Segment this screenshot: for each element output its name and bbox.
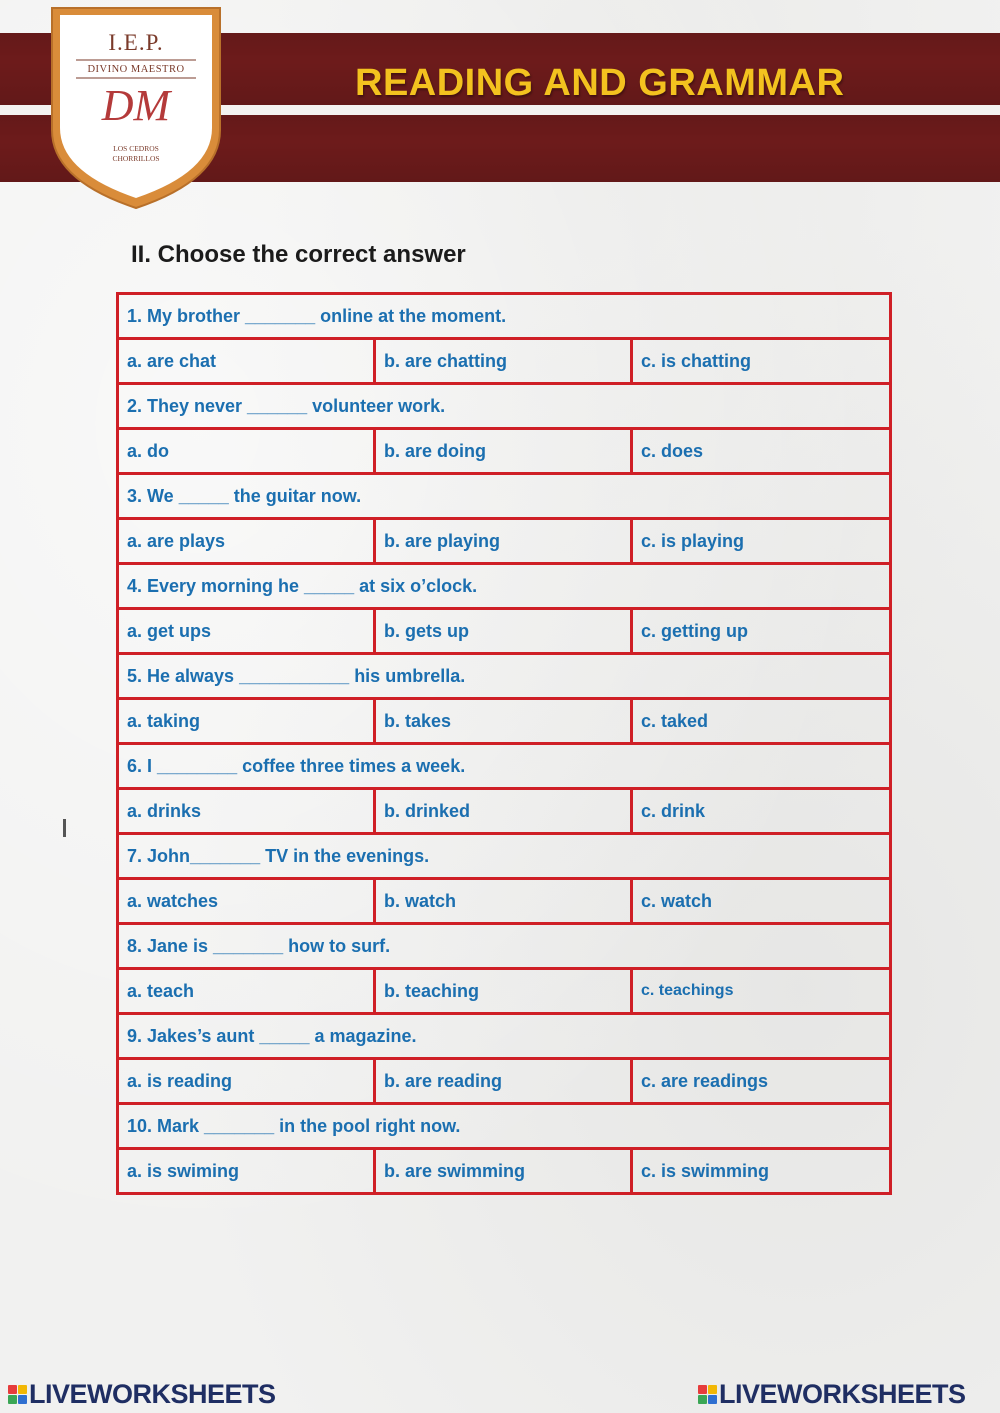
crest-location [48, 144, 224, 164]
question-row [118, 924, 891, 969]
quiz-body [118, 294, 891, 1194]
icon-tile-4 [18, 1395, 27, 1404]
answer-option-b[interactable]: b. are doing [375, 429, 632, 474]
answer-option-a[interactable]: a. drinks [118, 789, 375, 834]
answer-option-c[interactable]: c. teachings [632, 969, 891, 1014]
quiz-table [116, 292, 892, 1195]
answer-option-a[interactable]: a. are plays [118, 519, 375, 564]
icon-tile-2 [708, 1385, 717, 1394]
question-prompt: 7. John_______ TV in the evenings. [118, 834, 891, 879]
school-crest [48, 0, 224, 212]
answer-option-b[interactable]: b. are chatting [375, 339, 632, 384]
answer-option-a[interactable]: a. is swiming [118, 1149, 375, 1194]
crest-school-name: DIVINO MAESTRO [87, 64, 185, 75]
liveworksheets-logo-left[interactable] [8, 1378, 276, 1410]
brand-text: LIVEWORKSHEETS [719, 1378, 966, 1409]
answer-option-a[interactable]: a. is reading [118, 1059, 375, 1104]
liveworksheets-icon [8, 1385, 27, 1404]
options-row [118, 339, 891, 384]
answer-option-c[interactable]: c. getting up [632, 609, 891, 654]
icon-tile-1 [8, 1385, 17, 1394]
options-row [118, 429, 891, 474]
answer-option-b[interactable]: b. are reading [375, 1059, 632, 1104]
options-row [118, 519, 891, 564]
answer-option-c[interactable]: c. is playing [632, 519, 891, 564]
options-row [118, 789, 891, 834]
crest-location-line2: CHORRILLOS [112, 153, 160, 163]
answer-option-b[interactable]: b. are swimming [375, 1149, 632, 1194]
answer-option-b[interactable]: b. watch [375, 879, 632, 924]
answer-option-b[interactable]: b. teaching [375, 969, 632, 1014]
question-row [118, 1014, 891, 1059]
crest-location-line1: LOS CEDROS [113, 144, 159, 153]
answer-option-a[interactable]: a. watches [118, 879, 375, 924]
answer-option-a[interactable]: a. do [118, 429, 375, 474]
question-row [118, 1104, 891, 1149]
question-prompt: 6. I ________ coffee three times a week. [118, 744, 891, 789]
options-row [118, 609, 891, 654]
options-row [118, 1059, 891, 1104]
options-row [118, 1149, 891, 1194]
question-prompt: 8. Jane is _______ how to surf. [118, 924, 891, 969]
answer-option-c[interactable]: c. does [632, 429, 891, 474]
question-row [118, 834, 891, 879]
question-row [118, 564, 891, 609]
liveworksheets-icon [698, 1385, 717, 1404]
question-row [118, 474, 891, 519]
question-prompt: 5. He always ___________ his umbrella. [118, 654, 891, 699]
question-prompt: 3. We _____ the guitar now. [118, 474, 891, 519]
answer-option-a[interactable]: a. teach [118, 969, 375, 1014]
options-row [118, 879, 891, 924]
liveworksheets-logo-right[interactable] [698, 1378, 966, 1410]
question-row [118, 654, 891, 699]
options-row [118, 699, 891, 744]
answer-option-c[interactable]: c. are readings [632, 1059, 891, 1104]
crest-monogram: DM [101, 81, 171, 130]
answer-option-c[interactable]: c. is chatting [632, 339, 891, 384]
text-cursor-icon [63, 819, 66, 837]
answer-option-b[interactable]: b. drinked [375, 789, 632, 834]
answer-option-c[interactable]: c. drink [632, 789, 891, 834]
answer-option-c[interactable]: c. is swimming [632, 1149, 891, 1194]
icon-tile-1 [698, 1385, 707, 1394]
icon-tile-2 [18, 1385, 27, 1394]
options-row [118, 969, 891, 1014]
section-heading: II. Choose the correct answer [131, 241, 466, 268]
answer-option-a[interactable]: a. are chat [118, 339, 375, 384]
answer-option-c[interactable]: c. watch [632, 879, 891, 924]
answer-option-b[interactable]: b. are playing [375, 519, 632, 564]
page-title: READING AND GRAMMAR [355, 62, 845, 104]
answer-option-a[interactable]: a. taking [118, 699, 375, 744]
answer-option-b[interactable]: b. takes [375, 699, 632, 744]
icon-tile-3 [698, 1395, 707, 1404]
crest-abbreviation: I.E.P. [108, 30, 164, 55]
question-prompt: 4. Every morning he _____ at six o’clock. [118, 564, 891, 609]
question-prompt: 9. Jakes’s aunt _____ a magazine. [118, 1014, 891, 1059]
question-row [118, 294, 891, 339]
answer-option-b[interactable]: b. gets up [375, 609, 632, 654]
brand-text: LIVEWORKSHEETS [29, 1378, 276, 1409]
question-prompt: 2. They never ______ volunteer work. [118, 384, 891, 429]
question-row [118, 384, 891, 429]
question-row [118, 744, 891, 789]
icon-tile-3 [8, 1395, 17, 1404]
question-prompt: 10. Mark _______ in the pool right now. [118, 1104, 891, 1149]
answer-option-c[interactable]: c. taked [632, 699, 891, 744]
question-prompt: 1. My brother _______ online at the moment. [118, 294, 891, 339]
icon-tile-4 [708, 1395, 717, 1404]
answer-option-a[interactable]: a. get ups [118, 609, 375, 654]
